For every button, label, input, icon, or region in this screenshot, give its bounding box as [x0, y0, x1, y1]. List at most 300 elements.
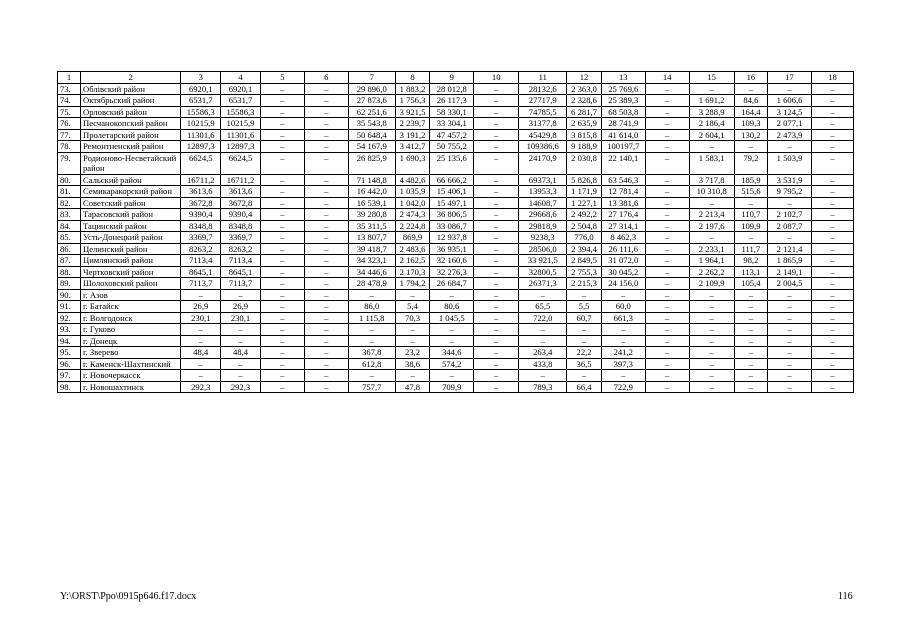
- value-cell: –: [734, 312, 767, 324]
- value-cell: –: [645, 106, 689, 118]
- value-cell: 38,6: [395, 358, 430, 370]
- table-row: [58, 289, 854, 301]
- value-cell: –: [812, 370, 854, 382]
- value-cell: –: [304, 152, 348, 174]
- value-cell: 16 442,0: [348, 186, 395, 198]
- value-cell: –: [260, 347, 304, 359]
- column-number-row: [58, 72, 854, 84]
- value-cell: –: [519, 324, 567, 336]
- value-cell: 65,5: [519, 301, 567, 313]
- value-cell: 62 251,6: [348, 106, 395, 118]
- value-cell: 68 503,8: [601, 106, 645, 118]
- value-cell: 3672,8: [221, 197, 261, 209]
- value-cell: 230,1: [221, 312, 261, 324]
- value-cell: –: [734, 347, 767, 359]
- value-cell: 28 478,9: [348, 278, 395, 290]
- value-cell: –: [812, 266, 854, 278]
- value-cell: –: [304, 324, 348, 336]
- value-cell: 1 171,9: [567, 186, 602, 198]
- table-row: [58, 301, 854, 313]
- value-cell: –: [304, 106, 348, 118]
- value-cell: 16 539,1: [348, 197, 395, 209]
- value-cell: –: [348, 324, 395, 336]
- value-cell: 8263,2: [181, 243, 221, 255]
- value-cell: –: [567, 324, 602, 336]
- value-cell: 367,8: [348, 347, 395, 359]
- district-name-cell: г. Волгодонск: [81, 312, 181, 324]
- value-cell: –: [567, 335, 602, 347]
- value-cell: –: [304, 129, 348, 141]
- value-cell: –: [768, 335, 812, 347]
- value-cell: 2 363,0: [567, 83, 602, 95]
- value-cell: 6624,5: [181, 152, 221, 174]
- value-cell: 241,2: [601, 347, 645, 359]
- value-cell: –: [474, 278, 519, 290]
- value-cell: 2 755,3: [567, 266, 602, 278]
- value-cell: 8645,1: [221, 266, 261, 278]
- value-cell: 7113,7: [221, 278, 261, 290]
- value-cell: –: [181, 370, 221, 382]
- value-cell: –: [304, 347, 348, 359]
- table-row: [58, 141, 854, 153]
- value-cell: –: [645, 255, 689, 267]
- value-cell: 3 921,5: [395, 106, 430, 118]
- value-cell: –: [689, 289, 734, 301]
- value-cell: –: [474, 152, 519, 174]
- value-cell: –: [645, 335, 689, 347]
- district-name-cell: Семикаракорский район: [81, 186, 181, 198]
- column-number-cell: 14: [645, 72, 689, 84]
- value-cell: 86,0: [348, 301, 395, 313]
- value-cell: 2 149,1: [768, 266, 812, 278]
- value-cell: 2 473,9: [768, 129, 812, 141]
- value-cell: 13953,3: [519, 186, 567, 198]
- value-cell: –: [812, 301, 854, 313]
- value-cell: –: [260, 358, 304, 370]
- value-cell: 36,5: [567, 358, 602, 370]
- value-cell: –: [260, 266, 304, 278]
- value-cell: 32 160,6: [430, 255, 474, 267]
- value-cell: –: [768, 358, 812, 370]
- value-cell: –: [474, 243, 519, 255]
- value-cell: –: [734, 381, 767, 393]
- value-cell: –: [768, 381, 812, 393]
- value-cell: –: [645, 358, 689, 370]
- value-cell: 16711,2: [221, 174, 261, 186]
- value-cell: –: [260, 335, 304, 347]
- value-cell: 11301,6: [221, 129, 261, 141]
- value-cell: 30 045,2: [601, 266, 645, 278]
- value-cell: –: [304, 289, 348, 301]
- district-name-cell: Шолоховский район: [81, 278, 181, 290]
- value-cell: 433,8: [519, 358, 567, 370]
- district-name-cell: Родионово-Несветайский район: [81, 152, 181, 174]
- value-cell: –: [304, 174, 348, 186]
- value-cell: 1 503,9: [768, 152, 812, 174]
- value-cell: 9 795,2: [768, 186, 812, 198]
- value-cell: –: [304, 232, 348, 244]
- value-cell: –: [474, 381, 519, 393]
- value-cell: –: [812, 174, 854, 186]
- value-cell: –: [260, 83, 304, 95]
- value-cell: 8645,1: [181, 266, 221, 278]
- value-cell: 2 849,5: [567, 255, 602, 267]
- value-cell: –: [768, 83, 812, 95]
- value-cell: 2 635,9: [567, 118, 602, 130]
- value-cell: –: [734, 141, 767, 153]
- column-number-cell: 10: [474, 72, 519, 84]
- value-cell: 1 045,5: [430, 312, 474, 324]
- value-cell: 574,2: [430, 358, 474, 370]
- district-name-cell: Ремонтненский район: [81, 141, 181, 153]
- value-cell: –: [474, 324, 519, 336]
- value-cell: –: [260, 220, 304, 232]
- table-row: [58, 358, 854, 370]
- row-number-cell: 75.: [58, 106, 81, 118]
- value-cell: 1 583,1: [689, 152, 734, 174]
- value-cell: 4 482,6: [395, 174, 430, 186]
- value-cell: 26,9: [221, 301, 261, 313]
- value-cell: 263,4: [519, 347, 567, 359]
- value-cell: –: [689, 381, 734, 393]
- value-cell: 2 483,6: [395, 243, 430, 255]
- value-cell: 10215,9: [221, 118, 261, 130]
- value-cell: –: [304, 209, 348, 221]
- value-cell: –: [812, 255, 854, 267]
- value-cell: 36 806,5: [430, 209, 474, 221]
- value-cell: –: [645, 141, 689, 153]
- table-body: [58, 72, 854, 393]
- value-cell: –: [812, 220, 854, 232]
- value-cell: 28506,0: [519, 243, 567, 255]
- value-cell: –: [260, 95, 304, 107]
- value-cell: –: [260, 301, 304, 313]
- value-cell: 3369,7: [181, 232, 221, 244]
- value-cell: –: [474, 209, 519, 221]
- value-cell: 26 117,3: [430, 95, 474, 107]
- value-cell: 32 276,3: [430, 266, 474, 278]
- row-number-cell: 90.: [58, 289, 81, 301]
- value-cell: 292,3: [181, 381, 221, 393]
- value-cell: –: [260, 232, 304, 244]
- value-cell: 66,4: [567, 381, 602, 393]
- value-cell: –: [348, 335, 395, 347]
- value-cell: 1 690,3: [395, 152, 430, 174]
- value-cell: 22 140,1: [601, 152, 645, 174]
- value-cell: –: [221, 335, 261, 347]
- value-cell: –: [812, 83, 854, 95]
- value-cell: 2 215,3: [567, 278, 602, 290]
- value-cell: 1 042,0: [395, 197, 430, 209]
- value-cell: –: [260, 174, 304, 186]
- value-cell: –: [734, 324, 767, 336]
- value-cell: 100197,7: [601, 141, 645, 153]
- column-number-cell: 9: [430, 72, 474, 84]
- value-cell: –: [260, 141, 304, 153]
- value-cell: 3613,6: [181, 186, 221, 198]
- district-name-cell: г. Каменск-Шахтинский: [81, 358, 181, 370]
- value-cell: 2 213,4: [689, 209, 734, 221]
- district-name-cell: Песчанокопский район: [81, 118, 181, 130]
- value-cell: 26,9: [181, 301, 221, 313]
- value-cell: 1 883,2: [395, 83, 430, 95]
- value-cell: 1 756,3: [395, 95, 430, 107]
- value-cell: –: [645, 83, 689, 95]
- row-number-cell: 82.: [58, 197, 81, 209]
- value-cell: –: [768, 197, 812, 209]
- value-cell: –: [645, 118, 689, 130]
- value-cell: –: [430, 335, 474, 347]
- value-cell: 1 691,2: [689, 95, 734, 107]
- table-row: [58, 243, 854, 255]
- value-cell: 130,2: [734, 129, 767, 141]
- value-cell: 66 666,2: [430, 174, 474, 186]
- value-cell: 28132,6: [519, 83, 567, 95]
- value-cell: –: [519, 335, 567, 347]
- table-row: [58, 266, 854, 278]
- value-cell: –: [689, 83, 734, 95]
- table-row: [58, 312, 854, 324]
- value-cell: 74785,5: [519, 106, 567, 118]
- row-number-cell: 86.: [58, 243, 81, 255]
- row-number-cell: 79.: [58, 152, 81, 174]
- value-cell: 1 227,1: [567, 197, 602, 209]
- column-number-cell: 12: [567, 72, 602, 84]
- value-cell: –: [474, 95, 519, 107]
- table-row: [58, 278, 854, 290]
- value-cell: –: [812, 312, 854, 324]
- value-cell: –: [645, 95, 689, 107]
- value-cell: 1 794,2: [395, 278, 430, 290]
- value-cell: –: [221, 289, 261, 301]
- value-cell: –: [645, 301, 689, 313]
- value-cell: 6531,7: [221, 95, 261, 107]
- value-cell: 26 684,7: [430, 278, 474, 290]
- value-cell: –: [645, 266, 689, 278]
- value-cell: 14608,7: [519, 197, 567, 209]
- value-cell: 10215,9: [181, 118, 221, 130]
- value-cell: 29818,9: [519, 220, 567, 232]
- table-row: [58, 381, 854, 393]
- table-row: [58, 174, 854, 186]
- district-name-cell: г. Гуково: [81, 324, 181, 336]
- table-row: [58, 335, 854, 347]
- value-cell: –: [260, 381, 304, 393]
- district-name-cell: Цимлянский район: [81, 255, 181, 267]
- column-number-cell: 6: [304, 72, 348, 84]
- value-cell: 869,9: [395, 232, 430, 244]
- value-cell: –: [645, 370, 689, 382]
- value-cell: –: [304, 278, 348, 290]
- value-cell: –: [645, 186, 689, 198]
- value-cell: –: [474, 186, 519, 198]
- value-cell: 105,4: [734, 278, 767, 290]
- value-cell: 7113,7: [181, 278, 221, 290]
- value-cell: 2 162,5: [395, 255, 430, 267]
- value-cell: 757,7: [348, 381, 395, 393]
- value-cell: 2 394,4: [567, 243, 602, 255]
- value-cell: 15 406,1: [430, 186, 474, 198]
- value-cell: 45429,8: [519, 129, 567, 141]
- value-cell: 2 197,6: [689, 220, 734, 232]
- value-cell: –: [474, 255, 519, 267]
- value-cell: 2 077,1: [768, 118, 812, 130]
- value-cell: 2 109,9: [689, 278, 734, 290]
- value-cell: –: [812, 129, 854, 141]
- value-cell: –: [734, 289, 767, 301]
- value-cell: 3 191,2: [395, 129, 430, 141]
- value-cell: 2 224,8: [395, 220, 430, 232]
- value-cell: –: [260, 118, 304, 130]
- value-cell: 3 815,8: [567, 129, 602, 141]
- district-name-cell: Усть-Донецкий район: [81, 232, 181, 244]
- value-cell: –: [260, 289, 304, 301]
- value-cell: –: [768, 370, 812, 382]
- district-name-cell: г. Батайск: [81, 301, 181, 313]
- value-cell: 397,3: [601, 358, 645, 370]
- value-cell: –: [260, 209, 304, 221]
- value-cell: –: [689, 370, 734, 382]
- value-cell: –: [519, 289, 567, 301]
- value-cell: 1 964,1: [689, 255, 734, 267]
- value-cell: –: [734, 370, 767, 382]
- value-cell: –: [395, 324, 430, 336]
- district-name-cell: г. Новочеркасск: [81, 370, 181, 382]
- column-number-cell: 5: [260, 72, 304, 84]
- value-cell: –: [260, 243, 304, 255]
- value-cell: 54 167,9: [348, 141, 395, 153]
- value-cell: 60,7: [567, 312, 602, 324]
- value-cell: –: [689, 141, 734, 153]
- value-cell: 33 921,5: [519, 255, 567, 267]
- value-cell: –: [689, 358, 734, 370]
- value-cell: –: [221, 358, 261, 370]
- value-cell: 6920,1: [221, 83, 261, 95]
- value-cell: –: [812, 106, 854, 118]
- value-cell: 185,9: [734, 174, 767, 186]
- value-cell: 2 262,2: [689, 266, 734, 278]
- value-cell: –: [645, 220, 689, 232]
- value-cell: –: [812, 278, 854, 290]
- row-number-cell: 96.: [58, 358, 81, 370]
- value-cell: –: [812, 381, 854, 393]
- value-cell: 48,4: [181, 347, 221, 359]
- value-cell: 29668,6: [519, 209, 567, 221]
- value-cell: 35 543,8: [348, 118, 395, 130]
- value-cell: 71 148,8: [348, 174, 395, 186]
- value-cell: 79,2: [734, 152, 767, 174]
- value-cell: –: [645, 312, 689, 324]
- value-cell: –: [768, 301, 812, 313]
- value-cell: –: [395, 370, 430, 382]
- value-cell: –: [304, 255, 348, 267]
- value-cell: 7113,4: [221, 255, 261, 267]
- value-cell: 1 115,8: [348, 312, 395, 324]
- value-cell: –: [474, 335, 519, 347]
- district-name-cell: Советский район: [81, 197, 181, 209]
- value-cell: –: [221, 370, 261, 382]
- value-cell: 9238,3: [519, 232, 567, 244]
- value-cell: –: [768, 324, 812, 336]
- value-cell: 27717,9: [519, 95, 567, 107]
- value-cell: –: [474, 266, 519, 278]
- value-cell: –: [304, 370, 348, 382]
- value-cell: 3 717,8: [689, 174, 734, 186]
- value-cell: –: [474, 232, 519, 244]
- value-cell: –: [395, 289, 430, 301]
- district-name-cell: Облівский район: [81, 83, 181, 95]
- value-cell: 34 323,1: [348, 255, 395, 267]
- value-cell: –: [768, 141, 812, 153]
- value-cell: 23,2: [395, 347, 430, 359]
- page-number: 116: [838, 591, 853, 602]
- value-cell: 344,6: [430, 347, 474, 359]
- value-cell: –: [768, 312, 812, 324]
- value-cell: –: [304, 83, 348, 95]
- table-row: [58, 220, 854, 232]
- value-cell: –: [260, 106, 304, 118]
- value-cell: –: [734, 301, 767, 313]
- value-cell: –: [812, 347, 854, 359]
- value-cell: –: [474, 358, 519, 370]
- value-cell: –: [689, 312, 734, 324]
- value-cell: –: [260, 129, 304, 141]
- value-cell: –: [645, 197, 689, 209]
- value-cell: 13 381,6: [601, 197, 645, 209]
- value-cell: 8348,8: [181, 220, 221, 232]
- value-cell: –: [734, 335, 767, 347]
- value-cell: –: [304, 118, 348, 130]
- column-number-cell: 18: [812, 72, 854, 84]
- value-cell: –: [645, 381, 689, 393]
- value-cell: 3672,8: [181, 197, 221, 209]
- row-number-cell: 73.: [58, 83, 81, 95]
- value-cell: –: [430, 370, 474, 382]
- row-number-cell: 77.: [58, 129, 81, 141]
- value-cell: –: [601, 335, 645, 347]
- value-cell: 776,0: [567, 232, 602, 244]
- value-cell: 292,3: [221, 381, 261, 393]
- column-number-cell: 16: [734, 72, 767, 84]
- value-cell: –: [812, 232, 854, 244]
- district-name-cell: г. Зверево: [81, 347, 181, 359]
- value-cell: –: [645, 209, 689, 221]
- value-cell: –: [260, 324, 304, 336]
- value-cell: 58 330,1: [430, 106, 474, 118]
- column-number-cell: 13: [601, 72, 645, 84]
- value-cell: 39 418,7: [348, 243, 395, 255]
- column-number-cell: 7: [348, 72, 395, 84]
- value-cell: –: [474, 347, 519, 359]
- value-cell: –: [689, 324, 734, 336]
- value-cell: 113,1: [734, 266, 767, 278]
- value-cell: –: [645, 152, 689, 174]
- value-cell: 9390,4: [221, 209, 261, 221]
- value-cell: 36 935,1: [430, 243, 474, 255]
- data-table: [57, 71, 854, 393]
- value-cell: 48,4: [221, 347, 261, 359]
- value-cell: 515,6: [734, 186, 767, 198]
- value-cell: 33 304,1: [430, 118, 474, 130]
- value-cell: 12 781,4: [601, 186, 645, 198]
- value-cell: 28 741,9: [601, 118, 645, 130]
- district-name-cell: Октябрьский район: [81, 95, 181, 107]
- district-name-cell: Чертковский район: [81, 266, 181, 278]
- value-cell: –: [812, 186, 854, 198]
- value-cell: 709,9: [430, 381, 474, 393]
- value-cell: 13 807,7: [348, 232, 395, 244]
- value-cell: –: [474, 312, 519, 324]
